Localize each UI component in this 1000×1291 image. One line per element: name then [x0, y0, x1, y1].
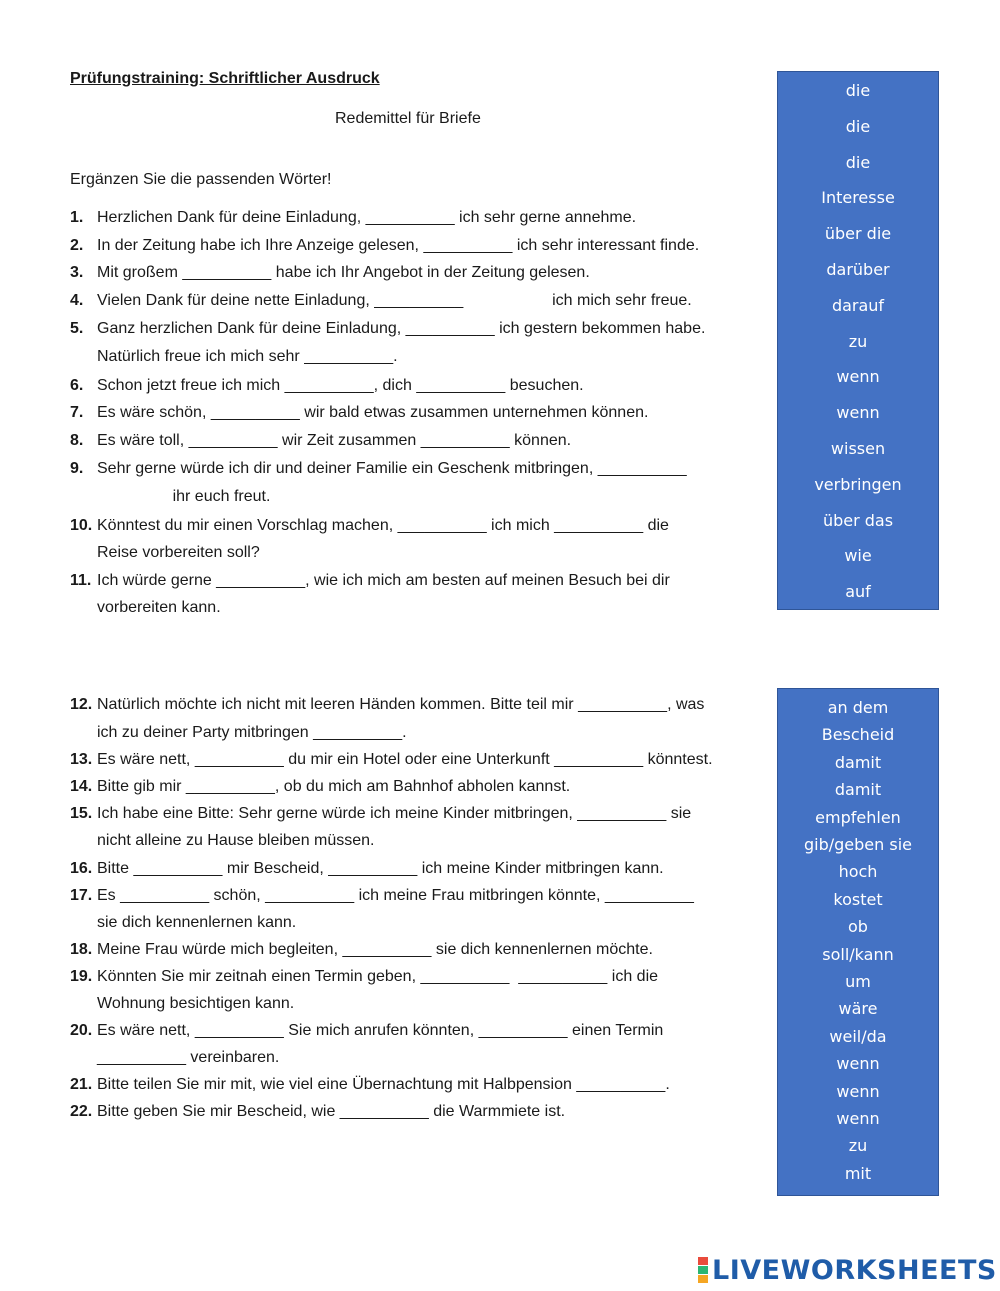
word-bank-item: weil/da	[829, 1026, 887, 1046]
word-bank-item: empfehlen	[815, 807, 901, 827]
exercise-text: Könntest du mir einen Vorschlag machen, __________ ich mich __________ die	[97, 517, 669, 534]
exercise-text: Es wäre nett, __________ Sie mich anrufen könnten, __________ einen Termin	[97, 1022, 664, 1039]
exercise-text: Ich würde gerne __________, wie ich mich am besten auf meinen Besuch bei dir	[97, 572, 670, 589]
word-bank-item: wenn	[836, 367, 880, 387]
word-bank-item: über das	[822, 510, 894, 530]
word-bank-item: darauf	[831, 295, 885, 315]
liveworksheets-logo	[698, 1255, 997, 1285]
worksheet-title: Prüfungstraining: Schriftlicher Ausdruck	[70, 70, 380, 87]
exercise-text: nicht alleine zu Hause bleiben müssen.	[97, 832, 375, 849]
word-bank-item: gib/geben sie	[804, 835, 912, 854]
word-bank-item: auf	[845, 582, 871, 602]
exercise-text: Natürlich freue ich mich sehr __________.	[97, 348, 398, 365]
exercise-number: 16.	[70, 860, 93, 877]
exercise-number: 22.	[70, 1103, 93, 1120]
logo-cube-icon	[698, 1257, 708, 1265]
exercise-number: 2.	[70, 237, 84, 254]
word-bank-item: damit	[834, 780, 882, 800]
exercise-text: Ganz herzlichen Dank für deine Einladung, __________ ich gestern bekommen habe.	[97, 320, 706, 337]
exercise-text: Reise vorbereiten soll?	[97, 544, 260, 561]
exercise-number: 7.	[70, 404, 84, 421]
exercise-text: In der Zeitung habe ich Ihre Anzeige gelesen, __________ ich sehr interessant finde.	[97, 237, 700, 254]
exercise-number: 8.	[70, 432, 84, 449]
exercise-number: 10.	[70, 517, 93, 534]
worksheet-subtitle: Redemittel für Briefe	[335, 110, 481, 127]
word-bank-item: soll/kann	[822, 944, 894, 964]
word-bank-item: wenn	[836, 1054, 880, 1074]
exercise-text: Könnten Sie mir zeitnah einen Termin geben, __________ __________ ich die	[97, 968, 659, 985]
word-bank-1	[777, 71, 939, 610]
exercise-number: 21.	[70, 1076, 93, 1093]
exercise-number: 17.	[70, 887, 93, 904]
exercise-text: sie dich kennenlernen kann.	[97, 914, 297, 931]
word-bank-item: darüber	[826, 260, 890, 279]
exercise-number: 20.	[70, 1022, 93, 1039]
exercise-text: Sehr gerne würde ich dir und deiner Familie ein Geschenk mitbringen, __________	[97, 460, 687, 477]
exercise-number: 1.	[70, 209, 84, 226]
word-bank-item: ob	[848, 917, 868, 937]
word-bank-item: wenn	[836, 403, 880, 423]
exercise-number: 9.	[70, 460, 84, 477]
exercise-text: vorbereiten kann.	[97, 599, 221, 616]
exercise-text: ihr euch freut.	[97, 488, 271, 505]
word-bank-item: die	[845, 116, 871, 136]
exercise-number: 18.	[70, 941, 93, 958]
word-bank-item: zu	[848, 1136, 868, 1156]
exercise-text: Wohnung besichtigen kann.	[97, 995, 295, 1012]
exercise-text: Mit großem __________ habe ich Ihr Angebot in der Zeitung gelesen.	[97, 264, 590, 281]
exercise-text: __________ vereinbaren.	[97, 1049, 280, 1066]
exercise-number: 15.	[70, 805, 93, 822]
exercise-text: Es wäre nett, __________ du mir ein Hotel oder eine Unterkunft __________ könntest.	[97, 751, 713, 768]
exercise-number: 11.	[70, 572, 92, 589]
exercise-number: 12.	[70, 696, 93, 713]
logo-text: LIVEWORKSHEETS	[712, 1254, 997, 1286]
word-bank-item: hoch	[838, 862, 878, 882]
exercise-number: 13.	[70, 751, 93, 768]
logo-cube-icon	[698, 1275, 708, 1283]
exercise-text: Natürlich möchte ich nicht mit leeren Händen kommen. Bitte teil mir __________, was	[97, 696, 705, 713]
exercise-text: Es wäre toll, __________ wir Zeit zusammen __________ können.	[97, 432, 572, 449]
exercise-text: Es wäre schön, __________ wir bald etwas zusammen unternehmen können.	[97, 404, 649, 421]
exercise-text: Bitte geben Sie mir Bescheid, wie __________ die Warmmiete ist.	[97, 1103, 566, 1120]
exercise-number: 19.	[70, 968, 93, 985]
exercise-text: Meine Frau würde mich begleiten, __________ sie dich kennenlernen möchte.	[97, 941, 653, 958]
word-bank-item: mit	[844, 1163, 872, 1183]
word-bank-item: wie	[844, 546, 872, 566]
exercise-number: 3.	[70, 264, 84, 281]
word-bank-2	[777, 688, 939, 1196]
exercise-text: Ich habe eine Bitte: Sehr gerne würde ich meine Kinder mitbringen, __________ sie	[97, 805, 692, 822]
exercise-number: 5.	[70, 320, 84, 337]
word-bank-item: wenn	[836, 1081, 880, 1101]
word-bank-item: wäre	[838, 999, 878, 1019]
word-bank-item: Interesse	[821, 188, 895, 208]
word-bank-item: über die	[824, 224, 892, 244]
word-bank-item: wenn	[836, 1109, 880, 1128]
exercise-text: Herzlichen Dank für deine Einladung, __________ ich sehr gerne annehme.	[97, 209, 637, 226]
word-bank-item: zu	[848, 331, 868, 351]
word-bank-item: an dem	[827, 698, 889, 717]
word-bank-item: verbringen	[814, 474, 902, 494]
word-bank-item: Bescheid	[821, 725, 895, 745]
word-bank-item: damit	[834, 752, 882, 772]
word-bank-item: die	[845, 152, 871, 172]
exercise-number: 6.	[70, 377, 84, 394]
instruction-text: Ergänzen Sie die passenden Wörter!	[70, 171, 332, 188]
word-bank-item: kostet	[833, 889, 883, 909]
word-bank-item: die	[845, 81, 871, 100]
exercise-text: Bitte __________ mir Bescheid, __________ ich meine Kinder mitbringen kann.	[97, 860, 664, 877]
exercise-text: Vielen Dank für deine nette Einladung, __________ ich mich sehr freue.	[97, 292, 692, 309]
exercise-text: Bitte teilen Sie mir mit, wie viel eine Übernachtung mit Halbpension __________.	[97, 1076, 670, 1093]
exercise-text: Schon jetzt freue ich mich __________, dich __________ besuchen.	[97, 377, 584, 394]
logo-cube-icon	[698, 1266, 708, 1274]
exercise-text: ich zu deiner Party mitbringen __________.	[97, 724, 407, 741]
exercise-number: 4.	[70, 292, 84, 309]
exercise-text: Bitte gib mir __________, ob du mich am Bahnhof abholen kannst.	[97, 778, 571, 795]
word-bank-item: um	[845, 972, 871, 991]
exercise-number: 14.	[70, 778, 93, 795]
exercise-text: Es __________ schön, __________ ich meine Frau mitbringen könnte, __________	[97, 887, 694, 904]
word-bank-item: wissen	[830, 439, 886, 458]
logo-cubes-icon	[698, 1257, 708, 1283]
